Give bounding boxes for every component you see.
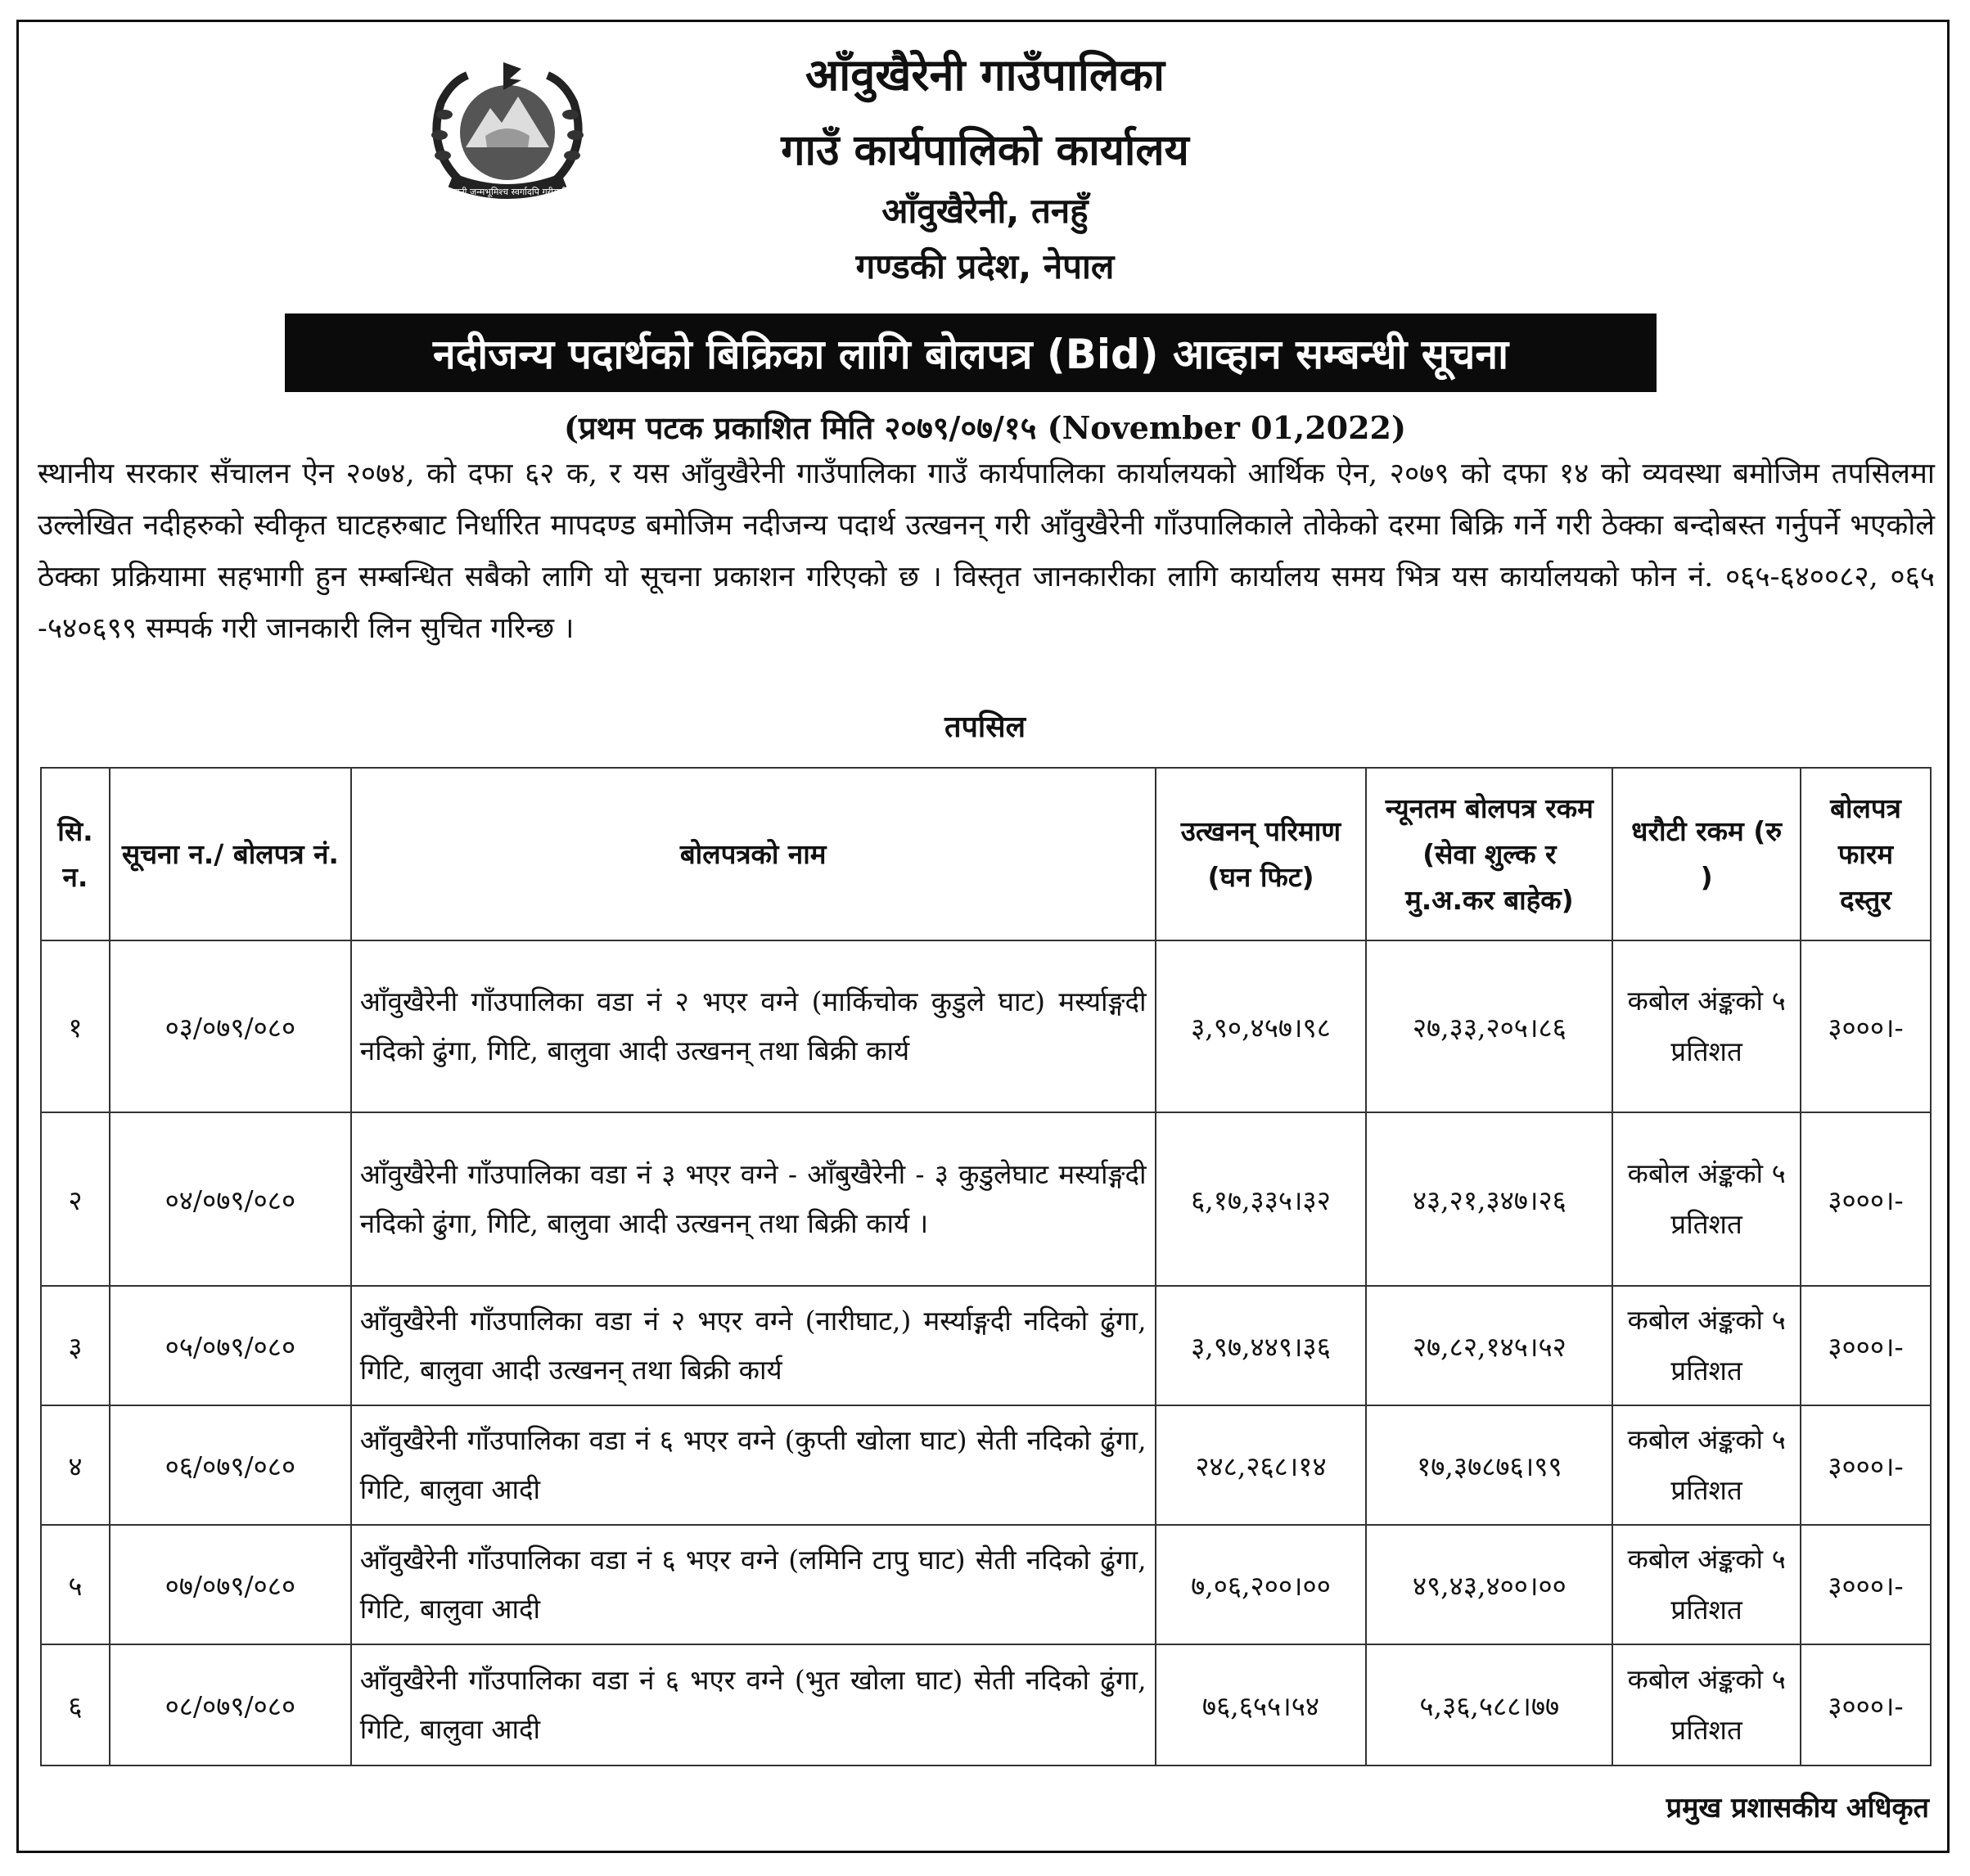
cell-sn: २: [41, 1112, 110, 1286]
cell-notice-no: ०३/०७९/०८०: [110, 940, 351, 1112]
cell-form-fee: ३०००।-: [1801, 1286, 1931, 1405]
cell-bid-name: आँवुखैरेनी गाँउपालिका वडा नं ३ भएर वग्ने - आँबुखैरेनी - ३ कुडुलेघाट मर्स्याङ्गदी नदिको ढुंगा, गिटि, बालुवा आदी उत्खनन् तथा बिक्री कार्य ।: [351, 1112, 1156, 1286]
bid-table: [40, 767, 1932, 1766]
table-row: [41, 1405, 1931, 1525]
cell-quantity: २४८,२६८।१४: [1156, 1405, 1367, 1525]
cell-min-amount: १७,३७८७६।९९: [1366, 1405, 1612, 1525]
notice-title: नदीजन्य पदार्थको बिक्रिका लागि बोलपत्र (Bid) आव्हान सम्बन्धी सूचना: [432, 331, 1509, 378]
cell-form-fee: ३०००।-: [1801, 1644, 1931, 1766]
cell-deposit: कबोल अंङ्कको ५ प्रतिशत: [1612, 1525, 1801, 1644]
notice-title-banner: [285, 313, 1657, 392]
cell-notice-no: ०७/०७९/०८०: [110, 1525, 351, 1644]
cell-quantity: ३,९०,४५७।९८: [1156, 940, 1367, 1112]
header-sn: सि. न.: [41, 768, 110, 940]
cell-notice-no: ०५/०७९/०८०: [110, 1286, 351, 1405]
header-bid-name: बोलपत्रको नाम: [351, 768, 1156, 940]
cell-sn: ३: [41, 1286, 110, 1405]
cell-form-fee: ३०००।-: [1801, 1405, 1931, 1525]
cell-min-amount: ४३,२१,३४७।२६: [1366, 1112, 1612, 1286]
cell-min-amount: ५,३६,५८८।७७: [1366, 1644, 1612, 1766]
cell-form-fee: ३०००।-: [1801, 1525, 1931, 1644]
emblem-motto: जननी जन्मभूमिश्च स्वर्गादपि गरीयसी: [448, 187, 567, 197]
cell-notice-no: ०८/०७९/०८०: [110, 1644, 351, 1766]
cell-bid-name: आँवुखैरेनी गाँउपालिका वडा नं २ भएर वग्ने (नारीघाट,) मर्स्याङ्गदी नदिको ढुंगा, गिटि, बालुवा आदी उत्खनन् तथा बिक्री कार्य: [351, 1286, 1156, 1405]
cell-deposit: कबोल अंङ्कको ५ प्रतिशत: [1612, 1405, 1801, 1525]
cell-min-amount: २७,८२,१४५।५२: [1366, 1286, 1612, 1405]
cell-deposit: कबोल अंङ्कको ५ प्रतिशत: [1612, 1644, 1801, 1766]
header-notice-no: सूचना न./ बोलपत्र नं.: [110, 768, 351, 940]
cell-sn: ६: [41, 1644, 110, 1766]
cell-sn: ४: [41, 1405, 110, 1525]
office-address: आँवुखैरेनी, तनहुँ: [881, 191, 1089, 231]
cell-notice-no: ०६/०७९/०८०: [110, 1405, 351, 1525]
cell-bid-name: आँवुखैरेनी गाँउपालिका वडा नं २ भएर वग्ने (मार्किचोक कुडुले घाट) मर्स्याङ्गदी नदिको ढुंगा, गिटि, बालुवा आदी उत्खनन् तथा बिक्री कार्य: [351, 940, 1156, 1112]
notice-body: स्थानीय सरकार सँचालन ऐन २०७४, को दफा ६२ क, र यस आँवुखैरेनी गाउँपालिका गाउँ कार्यपालिका कार्यालयको आर्थिक ऐन, २०७९ को दफा १४ को व्यवस्था बमोजिम तपसिलमा उल्लेखित नदीहरुको स्वीकृत घाटहरुबाट निर्धारित मापदण्ड बमोजिम नदीजन्य पदार्थ उत्खनन् गरी आँवुखैरेनी गाँउपालिकाले तोकेको दरमा बिक्रि गर्ने गरी ठेक्का बन्दोबस्त गर्नुपर्ने भएकोले ठेक्का प्रक्रियामा सहभागी हुन सम्बन्धित सबैको लागि यो सूचना प्रकाशन गरिएको छ । विस्तृत जानकारीका लागि कार्यालय समय भित्र यस कार्यालयको फोन नं. ०६५-६४००८२, ०६५ -५४०६९९ सम्पर्क गरी जानकारी लिन सुचित गरिन्छ ।: [38, 458, 1935, 645]
municipality-name: आँवुखैरेनी गाउँपालिका: [805, 49, 1165, 101]
table-row: [41, 940, 1931, 1112]
cell-quantity: ६,१७,३३५।३२: [1156, 1112, 1367, 1286]
publication-date: (प्रथम पटक प्रकाशित मिति २०७९/०७/१५ (November 01,2022): [564, 409, 1406, 446]
table-row: [41, 1112, 1931, 1286]
cell-bid-name: आँवुखैरेनी गाँउपालिका वडा नं ६ भएर वग्ने (भुत खोला घाट) सेती नदिको ढुंगा, गिटि, बालुवा आदी: [351, 1644, 1156, 1766]
header-quantity: उत्खनन् परिमाण (घन फिट): [1156, 768, 1367, 940]
table-header-row: [41, 768, 1931, 940]
table-row: [41, 1644, 1931, 1766]
header-deposit: धरौटी रकम (रु ): [1612, 768, 1801, 940]
cell-quantity: ७६,६५५।५४: [1156, 1644, 1367, 1766]
cell-deposit: कबोल अंङ्कको ५ प्रतिशत: [1612, 1112, 1801, 1286]
office-name: गाउँ कार्यपालिको कार्यालय: [781, 126, 1189, 175]
header-form-fee: बोलपत्र फारम दस्तुर: [1801, 768, 1931, 940]
cell-form-fee: ३०००।-: [1801, 940, 1931, 1112]
cell-sn: १: [41, 940, 110, 1112]
signatory-title: प्रमुख प्रशासकीय अधिकृत: [1666, 1792, 1929, 1824]
cell-min-amount: ४९,४३,४००।००: [1366, 1525, 1612, 1644]
cell-quantity: ७,०६,२००।००: [1156, 1525, 1367, 1644]
table-caption: तपसिल: [944, 710, 1026, 744]
table-row: [41, 1286, 1931, 1405]
cell-deposit: कबोल अंङ्कको ५ प्रतिशत: [1612, 1286, 1801, 1405]
cell-bid-name: आँवुखैरेनी गाँउपालिका वडा नं ६ भएर वग्ने (कुप्ती खोला घाट) सेती नदिको ढुंगा, गिटि, बालुवा आदी: [351, 1405, 1156, 1525]
cell-notice-no: ०४/०७९/०८०: [110, 1112, 351, 1286]
cell-form-fee: ३०००।-: [1801, 1112, 1931, 1286]
cell-min-amount: २७,३३,२०५।८६: [1366, 940, 1612, 1112]
cell-deposit: कबोल अंङ्कको ५ प्रतिशत: [1612, 940, 1801, 1112]
province-country: गण्डकी प्रदेश, नेपाल: [855, 246, 1115, 286]
cell-sn: ५: [41, 1525, 110, 1644]
cell-quantity: ३,९७,४४९।३६: [1156, 1286, 1367, 1405]
header-min-amount: न्यूनतम बोलपत्र रकम (सेवा शुल्क र मु.अ.कर बाहेक): [1366, 768, 1612, 940]
cell-bid-name: आँवुखैरेनी गाँउपालिका वडा नं ६ भएर वग्ने (लमिनि टापु घाट) सेती नदिको ढुंगा, गिटि, बालुवा आदी: [351, 1525, 1156, 1644]
table-row: [41, 1525, 1931, 1644]
